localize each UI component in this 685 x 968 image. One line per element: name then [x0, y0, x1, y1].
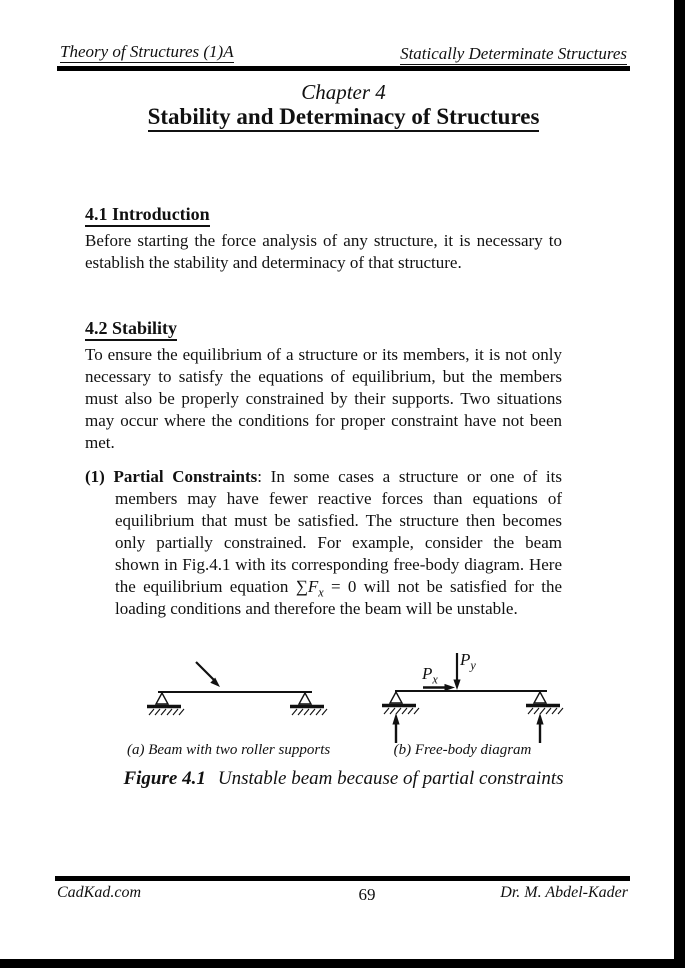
header-right-title: Statically Determinate Structures — [400, 44, 627, 63]
roller-support-icon — [290, 693, 327, 715]
footer-author: Dr. M. Abdel-Kader — [500, 884, 628, 901]
list-item-number: (1) — [85, 467, 105, 486]
reaction-arrow-icon — [392, 713, 399, 743]
equation-sum-fx: $\sum F_x = 0$ — [295, 577, 357, 600]
list-item-lead: Partial Constraints — [113, 467, 258, 486]
inclined-load-arrow-icon — [196, 662, 220, 687]
page-number: 69 — [358, 885, 376, 904]
header-rule — [57, 66, 630, 71]
figure-caption-a: (a) Beam with two roller supports — [127, 742, 331, 758]
beam-diagram-a — [138, 645, 343, 720]
section-body-4-2: To ensure the equilibrium of a structure or its members, it is not only necessary to satisfy the equations of equilibrium, but the members must also be properly constrained by their supports. Two situations may occur where the conditions for proper constraint have not been met. — [85, 345, 562, 452]
list-item-body-2: will not be satisfied for the loading conditions and therefore the beam will be unstable. — [115, 577, 562, 618]
py-label: $P_y$ — [460, 650, 476, 673]
scan-border-bottom — [0, 959, 685, 968]
free-body-diagram-b — [378, 643, 588, 755]
list-item-partial-constraints — [85, 466, 562, 620]
roller-support-icon — [147, 693, 184, 715]
list-item-body-1: : In some cases a structure or one of its members may have fewer reactive forces than equations of equilibrium that must be satisfied. The structure then becomes only partially constrained. For example, consider the beam shown in Fig.4.1 with its corresponding free-body diagram. Here the equilibrium equation — [115, 467, 562, 596]
roller-support-icon — [526, 692, 563, 714]
section-heading-4-1: 4.1 Introduction — [85, 204, 210, 225]
roller-support-icon — [382, 692, 419, 714]
reaction-arrow-icon — [536, 713, 543, 743]
figure-caption: Figure 4.1 Unstable beam because of partial constraints — [123, 768, 564, 789]
chapter-kicker: Chapter 4 — [301, 80, 386, 104]
figure-caption-b: (b) Free-body diagram — [393, 742, 532, 758]
px-label: $P_x$ — [422, 664, 438, 687]
footer-site: CadKad.com — [57, 884, 141, 901]
section-heading-4-2: 4.2 Stability — [85, 318, 177, 339]
page-title: Stability and Determinacy of Structures — [57, 104, 630, 130]
scan-border-right — [674, 0, 685, 968]
header-left-title: Theory of Structures (1)A — [60, 42, 234, 61]
section-body-4-1: Before starting the force analysis of any structure, it is necessary to establish the stability and determinacy of that structure. — [85, 231, 562, 272]
footer-rule — [55, 876, 630, 881]
